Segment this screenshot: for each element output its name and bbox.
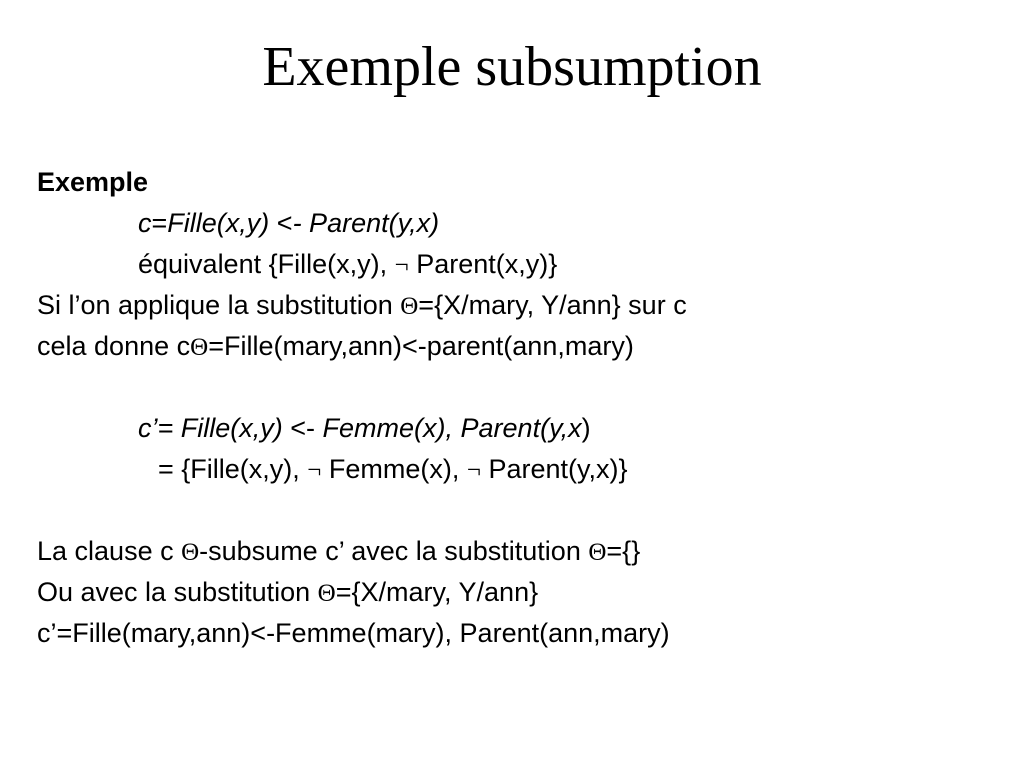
clause-c-equals: =: [151, 208, 168, 238]
clause-c-prime-head: c’= Fille(x,y): [138, 413, 291, 443]
clause-c-body: - Parent(y,x): [292, 208, 440, 238]
conclusion-value: ={X/mary, Y/ann}: [335, 577, 539, 607]
conclusion-line-1: [37, 531, 1007, 572]
equivalent-text: équivalent {Fille(x,y),: [138, 249, 395, 279]
substitution-value: ={X/mary, Y/ann} sur c: [418, 290, 687, 320]
conclusion-text: Ou avec la substitution: [37, 577, 318, 607]
negation-symbol: ¬: [466, 457, 481, 484]
conclusion-value: ={}: [606, 536, 641, 566]
theta-symbol: Θ: [400, 293, 419, 320]
clause-c-definition: [37, 203, 1007, 244]
clause-c-equivalent: [37, 244, 1007, 285]
clause-c-name: c: [138, 208, 152, 238]
example-heading: Exemple: [37, 167, 149, 197]
result-value: =Fille(mary,ann)<-parent(ann,mary): [208, 331, 634, 361]
clause-c-arrow: <: [276, 208, 293, 238]
conclusion-line-3: c’=Fille(mary,ann)<-Femme(mary), Parent(ann,mary): [37, 618, 670, 648]
slide-body: [37, 162, 1007, 654]
spacer: [37, 367, 1007, 408]
clause-c-head: Fille(x,y): [167, 208, 277, 238]
clause-c-prime-set: [37, 449, 1007, 490]
substitution-text: Si l’on applique la substitution: [37, 290, 401, 320]
conclusion-line-2: [37, 572, 1007, 613]
set-end: Parent(y,x)}: [481, 454, 628, 484]
clause-c-prime-definition: [37, 408, 1007, 449]
result-line: [37, 326, 1007, 367]
theta-symbol: Θ: [190, 334, 209, 361]
theta-symbol: Θ: [181, 539, 200, 566]
conclusion-text: La clause c: [37, 536, 182, 566]
substitution-line: [37, 285, 1007, 326]
clause-c-prime-body: Femme(x), Parent(y,x: [315, 413, 582, 443]
slide-title: Exemple subsumption: [262, 36, 762, 98]
theta-symbol: Θ: [317, 580, 336, 607]
set-prefix: = {Fille(x,y),: [158, 454, 308, 484]
conclusion-text: -subsume c’ avec la substitution: [199, 536, 589, 566]
negation-symbol: ¬: [394, 252, 409, 279]
set-middle: Femme(x),: [321, 454, 467, 484]
equivalent-end: Parent(x,y)}: [408, 249, 558, 279]
result-text: cela donne c: [37, 331, 191, 361]
spacer: [37, 490, 1007, 531]
theta-symbol: Θ: [588, 539, 607, 566]
negation-symbol: ¬: [307, 457, 322, 484]
clause-c-prime-close: ): [581, 413, 591, 443]
clause-c-prime-arrow: <-: [290, 413, 316, 443]
